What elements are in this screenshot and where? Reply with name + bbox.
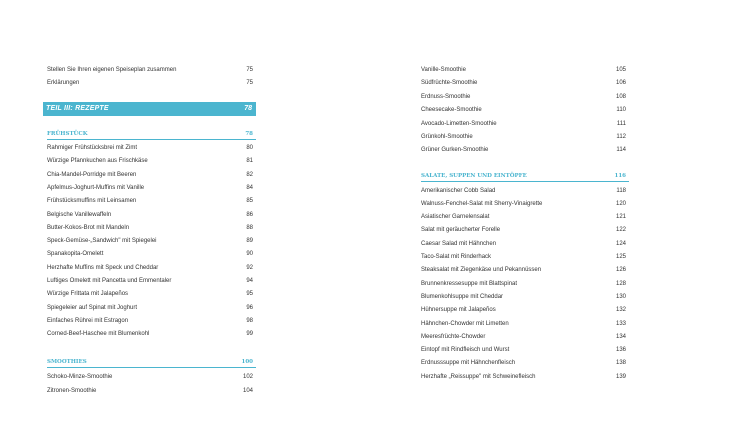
toc-entry-title: Würzige Frittata mit Jalapeños	[47, 291, 129, 298]
toc-entry-page: 121	[615, 214, 626, 221]
toc-entry-page: 106	[615, 80, 626, 87]
toc-entry-title: Schoko-Minze-Smoothie	[47, 374, 113, 380]
toc-entry-title: Belgische Vanillewaffeln	[47, 211, 112, 218]
toc-entry-page: 124	[615, 240, 626, 247]
toc-entry[interactable]	[47, 288, 256, 300]
toc-entry[interactable]	[47, 142, 256, 154]
toc-entry[interactable]	[47, 209, 256, 221]
toc-entry-title: Salat mit geräucherter Forelle	[421, 227, 501, 234]
toc-entry[interactable]	[47, 328, 256, 340]
toc-entry-page: 88	[246, 224, 253, 231]
toc-entry[interactable]	[421, 91, 629, 103]
toc-entry[interactable]	[47, 248, 256, 260]
toc-entry-page: 138	[615, 360, 626, 367]
part-heading-page: 78	[244, 105, 252, 112]
toc-entry[interactable]	[421, 318, 629, 330]
toc-entry-title: Herzhafte Muffins mit Speck und Cheddar	[47, 264, 159, 271]
toc-entry-page: 139	[615, 373, 626, 380]
toc-entry[interactable]	[421, 264, 629, 276]
toc-entry[interactable]	[47, 169, 256, 181]
toc-entry-title: Avocado-Limetten-Smoothie	[421, 120, 497, 127]
toc-entry[interactable]	[421, 131, 629, 143]
toc-entry[interactable]	[421, 64, 629, 76]
toc-entry[interactable]	[47, 155, 256, 167]
toc-entry-title: Erdnuss-Smoothie	[421, 93, 471, 100]
toc-entry[interactable]	[47, 302, 256, 314]
toc-entry[interactable]	[47, 385, 256, 397]
toc-entry[interactable]	[421, 238, 629, 250]
toc-entry-page: 120	[615, 200, 626, 207]
toc-entry-title: Butter-Kokos-Brot mit Mandeln	[47, 224, 130, 231]
toc-entry-title: Asiatischer Garnelensalat	[421, 214, 490, 221]
toc-entry-page: 82	[246, 171, 253, 178]
toc-entry[interactable]	[421, 304, 629, 316]
toc-entry-page: 105	[615, 67, 626, 73]
toc-entry-title: Amerikanischer Cobb Salad	[421, 187, 496, 194]
toc-entry-page: 111	[616, 120, 626, 127]
toc-entry[interactable]	[47, 235, 256, 247]
toc-entry-page: 104	[242, 387, 253, 394]
toc-entry[interactable]	[421, 371, 629, 383]
toc-entry-title: Speck-Gemüse-„Sandwich" mit Spiegelei	[47, 238, 157, 245]
toc-entry[interactable]	[47, 222, 256, 234]
toc-entry[interactable]	[47, 182, 256, 194]
toc-entry-title: Chia-Mandel-Porridge mit Beeren	[47, 171, 137, 178]
toc-entry-page: 84	[246, 184, 253, 191]
toc-entry-title: Erklärungen	[47, 80, 80, 86]
toc-entry-title: Herzhafte „Reissuppe" mit Schweinefleisch	[421, 373, 536, 380]
section-heading-page: 100	[241, 359, 253, 365]
toc-entry-title: Grüner Gurken-Smoothie	[421, 147, 489, 154]
toc-entry-title: Walnuss-Fenchel-Salat mit Sherry-Vinaigrette	[421, 200, 543, 207]
toc-entry[interactable]	[421, 104, 629, 116]
toc-entry[interactable]	[421, 211, 629, 223]
section-heading-page: 78	[245, 131, 253, 137]
part-heading[interactable]	[43, 102, 256, 116]
toc-entry-page: 98	[246, 317, 253, 324]
part-heading-title: TEIL III: REZEPTE	[46, 105, 109, 112]
toc-entry-title: Brunnenkressesuppe mit Blattspinat	[421, 280, 518, 287]
section-heading-salate[interactable]	[421, 171, 629, 182]
toc-entry[interactable]	[421, 224, 629, 236]
toc-entry[interactable]	[47, 64, 256, 76]
toc-entry-title: Apfelmus-Joghurt-Muffins mit Vanille	[47, 184, 145, 191]
toc-entry-page: 114	[616, 147, 626, 154]
toc-entry[interactable]	[47, 262, 256, 274]
toc-entry-page: 85	[246, 198, 253, 205]
toc-entry-title: Einfaches Rührei mit Estragon	[47, 317, 129, 324]
toc-entry-page: 132	[615, 307, 626, 314]
toc-entry-title: Stellen Sie Ihren eigenen Speiseplan zusammen	[47, 67, 177, 73]
toc-entry-title: Caesar Salad mit Hähnchen	[421, 240, 497, 247]
toc-entry[interactable]	[421, 118, 629, 130]
section-heading-title: FRÜHSTÜCK	[47, 131, 88, 137]
toc-entry-page: 130	[615, 293, 626, 300]
toc-entry-title: Erdnusssuppe mit Hähnchenfleisch	[421, 360, 516, 367]
toc-entry[interactable]	[421, 185, 629, 197]
toc-entry[interactable]	[421, 344, 629, 356]
toc-entry-page: 110	[616, 107, 626, 114]
toc-entry-title: Südfrüchte-Smoothie	[421, 80, 478, 87]
toc-entry-title: Meeresfrüchte-Chowder	[421, 333, 486, 340]
toc-entry[interactable]	[421, 251, 629, 263]
toc-entry-title: Taco-Salat mit Rinderhack	[421, 254, 492, 260]
toc-entry-page: 90	[246, 251, 253, 258]
toc-entry-page: 108	[615, 93, 626, 100]
toc-entry-title: Blumenkohlsuppe mit Cheddar	[421, 293, 504, 300]
toc-entry-page: 81	[246, 158, 253, 165]
toc-entry[interactable]	[421, 291, 629, 303]
toc-entry-page: 136	[615, 347, 626, 354]
toc-entry-title: Hähnchen-Chowder mit Limetten	[421, 320, 509, 327]
toc-entry-page: 75	[246, 67, 253, 73]
toc-entry-title: Rahmiger Frühstücksbrei mit Zimt	[47, 145, 138, 151]
toc-entry[interactable]	[47, 275, 256, 287]
toc-entry-page: 102	[242, 374, 253, 380]
toc-entry-title: Cheesecake-Smoothie	[421, 107, 482, 114]
toc-entry-title: Würzige Pfannkuchen aus Frischkäse	[47, 158, 148, 165]
toc-entry-page: 94	[246, 278, 253, 284]
toc-entry-page: 122	[615, 227, 626, 234]
toc-entry-page: 89	[246, 238, 253, 245]
toc-entry-title: Spanakopita-Omelett	[47, 251, 104, 258]
toc-entry[interactable]	[421, 278, 629, 290]
toc-entry-page: 133	[615, 320, 626, 327]
toc-entry-page: 112	[616, 134, 626, 140]
toc-entry-title: Luftiges Omelett mit Pancetta und Emmentaler	[47, 278, 172, 284]
toc-entry-title: Grünkohl-Smoothie	[421, 134, 473, 140]
toc-entry-title: Corned-Beef-Haschee mit Blumenkohl	[47, 331, 150, 338]
toc-entry[interactable]	[421, 357, 629, 369]
toc-entry[interactable]	[421, 77, 629, 89]
toc-entry-page: 118	[616, 187, 626, 194]
toc-entry-title: Steaksalat mit Ziegenkäse und Pekannüssen	[421, 267, 542, 274]
section-heading-title: SALATE, SUPPEN UND EINTÖPFE	[421, 173, 527, 179]
toc-entry-title: Zitronen-Smoothie	[47, 387, 97, 394]
toc-entry-page: 125	[615, 254, 626, 260]
toc-entry-page: 86	[246, 211, 253, 218]
toc-entry-title: Hühnersuppe mit Jalapeños	[421, 307, 496, 314]
section-heading-page: 116	[614, 173, 626, 179]
toc-entry[interactable]	[47, 77, 256, 89]
toc-entry[interactable]	[421, 144, 629, 156]
toc-entry-page: 134	[615, 333, 626, 340]
section-heading-title: SMOOTHIES	[47, 359, 87, 365]
toc-entry-page: 80	[246, 145, 253, 151]
toc-entry-page: 99	[246, 331, 253, 338]
toc-entry-page: 128	[615, 280, 626, 287]
toc-entry-page: 126	[615, 267, 626, 274]
toc-entry[interactable]	[47, 371, 256, 383]
toc-entry-page: 92	[246, 264, 253, 271]
section-heading-fruehstueck[interactable]	[47, 129, 256, 140]
toc-entry-title: Eintopf mit Rindfleisch und Wurst	[421, 347, 510, 354]
toc-entry-page: 75	[246, 80, 253, 86]
toc-entry-title: Frühstücksmuffins mit Leinsamen	[47, 198, 137, 205]
toc-entry-page: 96	[246, 304, 253, 311]
toc-entry-page: 95	[246, 291, 253, 298]
toc-entry[interactable]	[47, 315, 256, 327]
toc-entry-title: Vanille-Smoothie	[421, 67, 466, 73]
section-heading-smoothies[interactable]	[47, 357, 256, 368]
toc-entry[interactable]	[421, 198, 629, 210]
toc-entry-title: Spiegeleier auf Spinat mit Joghurt	[47, 304, 138, 311]
toc-entry[interactable]	[421, 331, 629, 343]
toc-entry[interactable]	[47, 195, 256, 207]
